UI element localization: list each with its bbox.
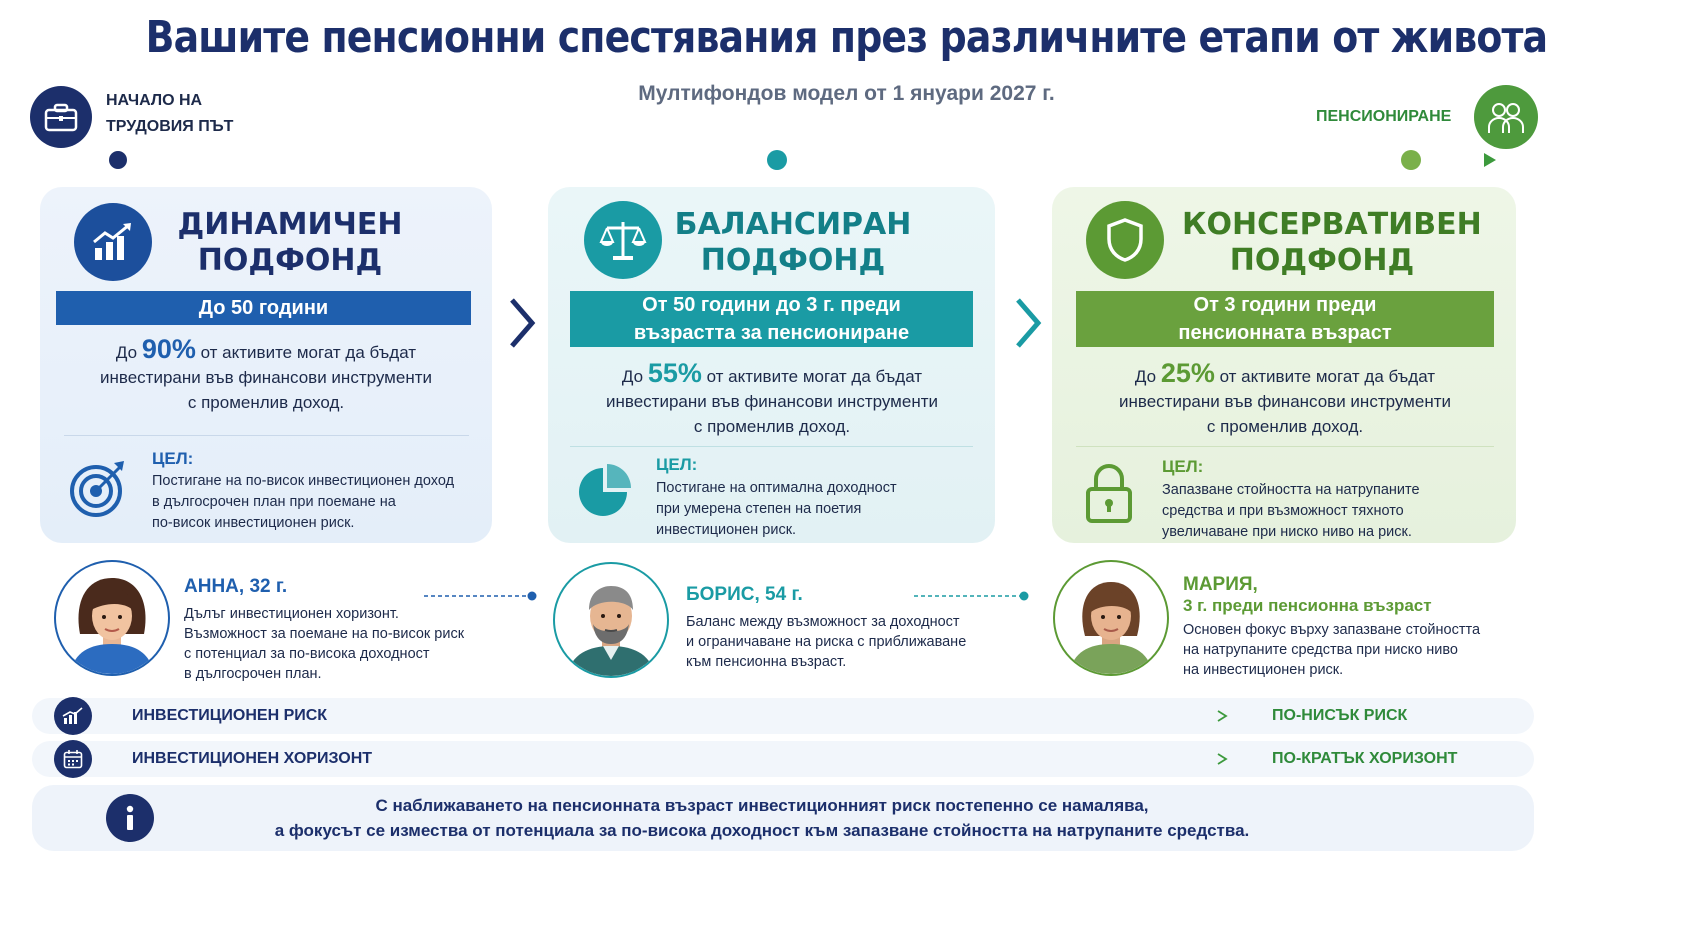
dynamic-fund-card xyxy=(40,187,492,543)
divider xyxy=(1076,446,1494,447)
goal-text: Постигане на оптимална доходност при умерена степен на поетия инвестиционен риск. xyxy=(656,480,897,538)
page-title: Вашите пенсионни спестявания през различните етапи от живота xyxy=(145,12,1548,63)
target-icon xyxy=(68,459,128,524)
fund-title: БАЛАНСИРАН ПОДФОНД xyxy=(674,207,912,278)
briefcase-icon xyxy=(30,86,92,148)
goal-heading: ЦЕЛ: xyxy=(656,455,698,474)
persona-text: Основен фокус върху запазване стойността на натрупаните средства при ниско ниво на инвестиционен риск. xyxy=(1183,622,1481,678)
equity-percent: 25% xyxy=(1160,358,1215,388)
divider xyxy=(64,435,469,436)
fund-title: КОНСЕРВАТИВЕН ПОДФОНД xyxy=(1182,207,1482,278)
connector-dashed xyxy=(914,590,1032,602)
trend-end-label: ПО-КРАТЪК ХОРИЗОНТ xyxy=(1272,750,1458,767)
info-box xyxy=(32,785,1534,851)
persona-subname: 3 г. преди пенсионна възраст xyxy=(1183,596,1432,615)
scales-icon xyxy=(584,201,662,279)
trend-end-label: ПО-НИСЪК РИСК xyxy=(1272,707,1408,724)
shield-icon xyxy=(1086,201,1164,279)
trend-label: ИНВЕСТИЦИОНЕН РИСК xyxy=(132,707,328,724)
timeline-start-label: НАЧАЛО НА ТРУДОВИЯ ПЪТ xyxy=(106,92,234,135)
persona-name: МАРИЯ, xyxy=(1183,574,1258,595)
divider xyxy=(570,446,973,447)
trend-arrow xyxy=(406,752,1234,766)
goal-heading: ЦЕЛ: xyxy=(152,449,194,468)
chevron-right-icon xyxy=(1012,296,1042,350)
equity-percent: 55% xyxy=(647,358,702,388)
connector-dashed xyxy=(424,590,540,602)
persona-maria xyxy=(1183,574,1503,680)
info-text: С наближаването на пенсионната възраст инвестиционният риск постепенно се намалява, а фокусът се измества от потенциала за по-висока доходност към запазване стойността на натрупаните средства. xyxy=(274,796,1250,840)
balanced-fund-card xyxy=(548,187,995,543)
calendar-icon xyxy=(54,740,92,778)
age-band: От 3 години преди пенсионната възраст xyxy=(1076,291,1494,347)
horizon-trend-bar xyxy=(32,741,1534,777)
pie-chart-icon xyxy=(574,463,632,526)
fund-title: ДИНАМИЧЕН ПОДФОНД xyxy=(177,207,403,278)
risk-trend-bar xyxy=(32,698,1534,734)
fund-description: До 25% от активите могат да бъдат инвестирани във финансови инструменти с променлив доход. xyxy=(1119,358,1451,436)
timeline-end-label: ПЕНСИОНИРАНЕ xyxy=(1316,108,1452,125)
avatar-anna xyxy=(54,560,170,676)
goal-text: Постигане на по-висок инвестиционен доход в дългосрочен план при поемане на по-висок инвестиционен риск. xyxy=(152,473,455,531)
persona-name: БОРИС, 54 г. xyxy=(686,584,803,605)
timeline-line xyxy=(100,145,1500,175)
padlock-icon xyxy=(1084,461,1134,530)
chart-growth-icon xyxy=(74,203,152,281)
fund-description: До 90% от активите могат да бъдат инвестирани във финансови инструменти с променлив доход. xyxy=(100,334,432,412)
retirees-icon xyxy=(1474,85,1538,149)
age-band: От 50 години до 3 г. преди възрастта за пенсиониране xyxy=(570,291,973,347)
age-band: До 50 години xyxy=(56,291,471,325)
chart-icon xyxy=(54,697,92,735)
goal-heading: ЦЕЛ: xyxy=(1162,457,1204,476)
fund-description: До 55% от активите могат да бъдат инвестирани във финансови инструменти с променлив доход. xyxy=(606,358,938,436)
persona-name: АННА, 32 г. xyxy=(184,576,288,597)
trend-label: ИНВЕСТИЦИОНЕН ХОРИЗОНТ xyxy=(132,750,373,767)
page-subtitle: Мултифондов модел от 1 януари 2027 г. xyxy=(638,82,1055,105)
goal-text: Запазване стойността на натрупаните средства и при възможност тяхното увеличаване при ниско ниво на риск. xyxy=(1162,482,1420,540)
info-icon xyxy=(106,794,154,842)
persona-text: Дълъг инвестиционен хоризонт. Възможност за поемане на по-висок риск с потенциал за по-висока доходност в дългосрочен план. xyxy=(184,606,465,682)
avatar-boris xyxy=(553,562,669,678)
avatar-maria xyxy=(1053,560,1169,676)
conservative-fund-card xyxy=(1052,187,1516,543)
chevron-right-icon xyxy=(506,296,536,350)
equity-percent: 90% xyxy=(141,334,196,364)
persona-text: Баланс между възможност за доходност и ограничаване на риска с приближаване към пенсионна възраст. xyxy=(686,614,967,670)
trend-arrow xyxy=(358,709,1234,723)
